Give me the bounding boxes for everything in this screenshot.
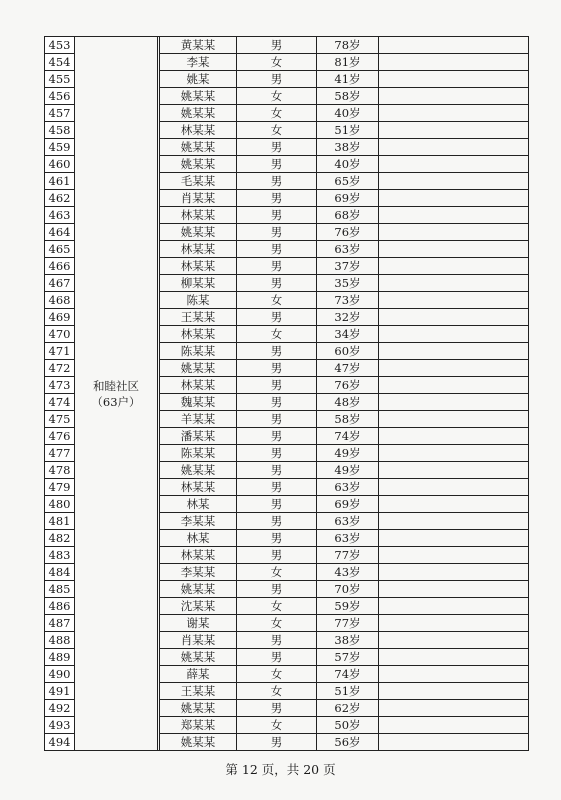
person-age: 56岁: [317, 734, 379, 751]
row-number: 479: [45, 479, 75, 496]
person-age: 51岁: [317, 683, 379, 700]
person-gender: 男: [237, 71, 317, 88]
row-number: 477: [45, 445, 75, 462]
person-name: 姚某某: [160, 700, 237, 717]
remarks-cell: [379, 394, 529, 411]
person-gender: 男: [237, 479, 317, 496]
person-name: 李某某: [160, 513, 237, 530]
row-number: 491: [45, 683, 75, 700]
row-number: 484: [45, 564, 75, 581]
person-age: 60岁: [317, 343, 379, 360]
row-number: 458: [45, 122, 75, 139]
person-name: 姚某: [160, 71, 237, 88]
remarks-cell: [379, 292, 529, 309]
remarks-cell: [379, 445, 529, 462]
person-age: 35岁: [317, 275, 379, 292]
row-number: 493: [45, 717, 75, 734]
person-name: 肖某某: [160, 190, 237, 207]
remarks-cell: [379, 530, 529, 547]
row-number: 459: [45, 139, 75, 156]
person-name: 王某某: [160, 309, 237, 326]
person-age: 58岁: [317, 88, 379, 105]
person-name: 陈某某: [160, 343, 237, 360]
person-age: 38岁: [317, 632, 379, 649]
person-age: 58岁: [317, 411, 379, 428]
row-number: 478: [45, 462, 75, 479]
person-gender: 男: [237, 547, 317, 564]
row-number: 468: [45, 292, 75, 309]
row-number: 475: [45, 411, 75, 428]
remarks-cell: [379, 734, 529, 751]
person-gender: 男: [237, 156, 317, 173]
person-gender: 男: [237, 581, 317, 598]
row-number: 466: [45, 258, 75, 275]
remarks-cell: [379, 666, 529, 683]
row-number: 455: [45, 71, 75, 88]
person-gender: 男: [237, 377, 317, 394]
person-gender: 男: [237, 190, 317, 207]
person-gender: 男: [237, 360, 317, 377]
remarks-cell: [379, 547, 529, 564]
roster-table: [44, 36, 529, 751]
person-name: 林某: [160, 496, 237, 513]
row-number: 490: [45, 666, 75, 683]
community-cell: [75, 37, 158, 751]
row-number: 454: [45, 54, 75, 71]
person-gender: 女: [237, 564, 317, 581]
table-row: [45, 37, 529, 54]
person-gender: 男: [237, 513, 317, 530]
row-number: 460: [45, 156, 75, 173]
row-number: 473: [45, 377, 75, 394]
remarks-cell: [379, 156, 529, 173]
person-gender: 女: [237, 105, 317, 122]
person-name: 姚某某: [160, 581, 237, 598]
person-age: 40岁: [317, 156, 379, 173]
remarks-cell: [379, 581, 529, 598]
row-number: 467: [45, 275, 75, 292]
person-age: 63岁: [317, 530, 379, 547]
person-age: 32岁: [317, 309, 379, 326]
person-gender: 男: [237, 734, 317, 751]
remarks-cell: [379, 479, 529, 496]
person-age: 48岁: [317, 394, 379, 411]
person-age: 70岁: [317, 581, 379, 598]
person-name: 肖某某: [160, 632, 237, 649]
person-name: 姚某某: [160, 462, 237, 479]
person-name: 林某某: [160, 377, 237, 394]
remarks-cell: [379, 360, 529, 377]
person-gender: 男: [237, 530, 317, 547]
remarks-cell: [379, 207, 529, 224]
remarks-cell: [379, 88, 529, 105]
row-number: 492: [45, 700, 75, 717]
row-number: 474: [45, 394, 75, 411]
row-number: 486: [45, 598, 75, 615]
person-name: 郑某某: [160, 717, 237, 734]
person-name: 陈某: [160, 292, 237, 309]
person-name: 薛某: [160, 666, 237, 683]
row-number: 461: [45, 173, 75, 190]
row-number: 483: [45, 547, 75, 564]
person-age: 68岁: [317, 207, 379, 224]
row-number: 465: [45, 241, 75, 258]
person-age: 76岁: [317, 224, 379, 241]
person-name: 羊某某: [160, 411, 237, 428]
person-age: 40岁: [317, 105, 379, 122]
person-gender: 男: [237, 258, 317, 275]
person-name: 王某某: [160, 683, 237, 700]
person-age: 74岁: [317, 666, 379, 683]
person-age: 38岁: [317, 139, 379, 156]
person-gender: 男: [237, 37, 317, 54]
remarks-cell: [379, 513, 529, 530]
remarks-cell: [379, 139, 529, 156]
remarks-cell: [379, 615, 529, 632]
remarks-cell: [379, 275, 529, 292]
person-name: 林某: [160, 530, 237, 547]
remarks-cell: [379, 105, 529, 122]
remarks-cell: [379, 632, 529, 649]
row-number: 453: [45, 37, 75, 54]
person-age: 74岁: [317, 428, 379, 445]
person-gender: 女: [237, 122, 317, 139]
person-age: 63岁: [317, 513, 379, 530]
remarks-cell: [379, 343, 529, 360]
person-gender: 女: [237, 598, 317, 615]
person-age: 62岁: [317, 700, 379, 717]
person-name: 黄某某: [160, 37, 237, 54]
row-number: 471: [45, 343, 75, 360]
row-number: 488: [45, 632, 75, 649]
roster-body: [45, 37, 529, 751]
person-gender: 男: [237, 173, 317, 190]
remarks-cell: [379, 258, 529, 275]
person-age: 63岁: [317, 241, 379, 258]
remarks-cell: [379, 462, 529, 479]
person-gender: 男: [237, 207, 317, 224]
person-age: 47岁: [317, 360, 379, 377]
person-gender: 男: [237, 343, 317, 360]
row-number: 472: [45, 360, 75, 377]
person-age: 57岁: [317, 649, 379, 666]
person-age: 43岁: [317, 564, 379, 581]
person-name: 柳某某: [160, 275, 237, 292]
person-gender: 男: [237, 428, 317, 445]
remarks-cell: [379, 717, 529, 734]
remarks-cell: [379, 700, 529, 717]
remarks-cell: [379, 377, 529, 394]
person-name: 姚某某: [160, 734, 237, 751]
remarks-cell: [379, 173, 529, 190]
row-number: 494: [45, 734, 75, 751]
person-name: 林某某: [160, 326, 237, 343]
person-age: 78岁: [317, 37, 379, 54]
person-name: 毛某某: [160, 173, 237, 190]
person-gender: 男: [237, 445, 317, 462]
row-number: 482: [45, 530, 75, 547]
remarks-cell: [379, 37, 529, 54]
person-name: 林某某: [160, 258, 237, 275]
remarks-cell: [379, 428, 529, 445]
row-number: 485: [45, 581, 75, 598]
remarks-cell: [379, 683, 529, 700]
remarks-cell: [379, 411, 529, 428]
person-gender: 女: [237, 615, 317, 632]
person-gender: 男: [237, 462, 317, 479]
person-age: 59岁: [317, 598, 379, 615]
person-name: 林某某: [160, 547, 237, 564]
row-number: 470: [45, 326, 75, 343]
person-name: 姚某某: [160, 156, 237, 173]
person-gender: 男: [237, 700, 317, 717]
person-name: 魏某某: [160, 394, 237, 411]
person-age: 50岁: [317, 717, 379, 734]
person-age: 77岁: [317, 547, 379, 564]
person-age: 69岁: [317, 190, 379, 207]
person-name: 李某某: [160, 564, 237, 581]
community-name: 和睦社区: [93, 378, 139, 393]
person-gender: 男: [237, 139, 317, 156]
person-name: 姚某某: [160, 88, 237, 105]
person-gender: 男: [237, 224, 317, 241]
remarks-cell: [379, 122, 529, 139]
person-gender: 女: [237, 88, 317, 105]
row-number: 487: [45, 615, 75, 632]
person-gender: 男: [237, 496, 317, 513]
person-age: 41岁: [317, 71, 379, 88]
community-households: （63户）: [91, 394, 141, 409]
person-age: 49岁: [317, 462, 379, 479]
row-number: 456: [45, 88, 75, 105]
person-name: 姚某某: [160, 139, 237, 156]
remarks-cell: [379, 224, 529, 241]
remarks-cell: [379, 190, 529, 207]
person-name: 陈某某: [160, 445, 237, 462]
person-gender: 女: [237, 292, 317, 309]
person-gender: 女: [237, 717, 317, 734]
remarks-cell: [379, 496, 529, 513]
person-gender: 男: [237, 649, 317, 666]
remarks-cell: [379, 241, 529, 258]
person-age: 63岁: [317, 479, 379, 496]
row-number: 489: [45, 649, 75, 666]
row-number: 457: [45, 105, 75, 122]
remarks-cell: [379, 564, 529, 581]
row-number: 462: [45, 190, 75, 207]
person-name: 林某某: [160, 122, 237, 139]
remarks-cell: [379, 598, 529, 615]
person-age: 73岁: [317, 292, 379, 309]
remarks-cell: [379, 649, 529, 666]
remarks-cell: [379, 54, 529, 71]
remarks-cell: [379, 71, 529, 88]
person-name: 林某某: [160, 207, 237, 224]
person-age: 34岁: [317, 326, 379, 343]
person-gender: 女: [237, 326, 317, 343]
person-gender: 男: [237, 411, 317, 428]
person-age: 37岁: [317, 258, 379, 275]
person-gender: 女: [237, 666, 317, 683]
person-gender: 男: [237, 632, 317, 649]
row-number: 469: [45, 309, 75, 326]
remarks-cell: [379, 309, 529, 326]
row-number: 476: [45, 428, 75, 445]
row-number: 463: [45, 207, 75, 224]
person-name: 谢某: [160, 615, 237, 632]
person-gender: 男: [237, 275, 317, 292]
person-gender: 男: [237, 241, 317, 258]
person-name: 林某某: [160, 479, 237, 496]
person-name: 姚某某: [160, 649, 237, 666]
person-name: 姚某某: [160, 224, 237, 241]
person-age: 65岁: [317, 173, 379, 190]
person-name: 林某某: [160, 241, 237, 258]
person-name: 李某: [160, 54, 237, 71]
row-number: 464: [45, 224, 75, 241]
person-name: 姚某某: [160, 105, 237, 122]
person-gender: 男: [237, 394, 317, 411]
person-age: 81岁: [317, 54, 379, 71]
person-age: 51岁: [317, 122, 379, 139]
person-age: 69岁: [317, 496, 379, 513]
person-age: 49岁: [317, 445, 379, 462]
person-age: 77岁: [317, 615, 379, 632]
person-gender: 女: [237, 54, 317, 71]
person-name: 姚某某: [160, 360, 237, 377]
person-age: 76岁: [317, 377, 379, 394]
remarks-cell: [379, 326, 529, 343]
person-gender: 女: [237, 683, 317, 700]
person-name: 潘某某: [160, 428, 237, 445]
person-gender: 男: [237, 309, 317, 326]
row-number: 480: [45, 496, 75, 513]
row-number: 481: [45, 513, 75, 530]
person-name: 沈某某: [160, 598, 237, 615]
page-footer: 第 12 页，共 20 页: [225, 762, 336, 777]
